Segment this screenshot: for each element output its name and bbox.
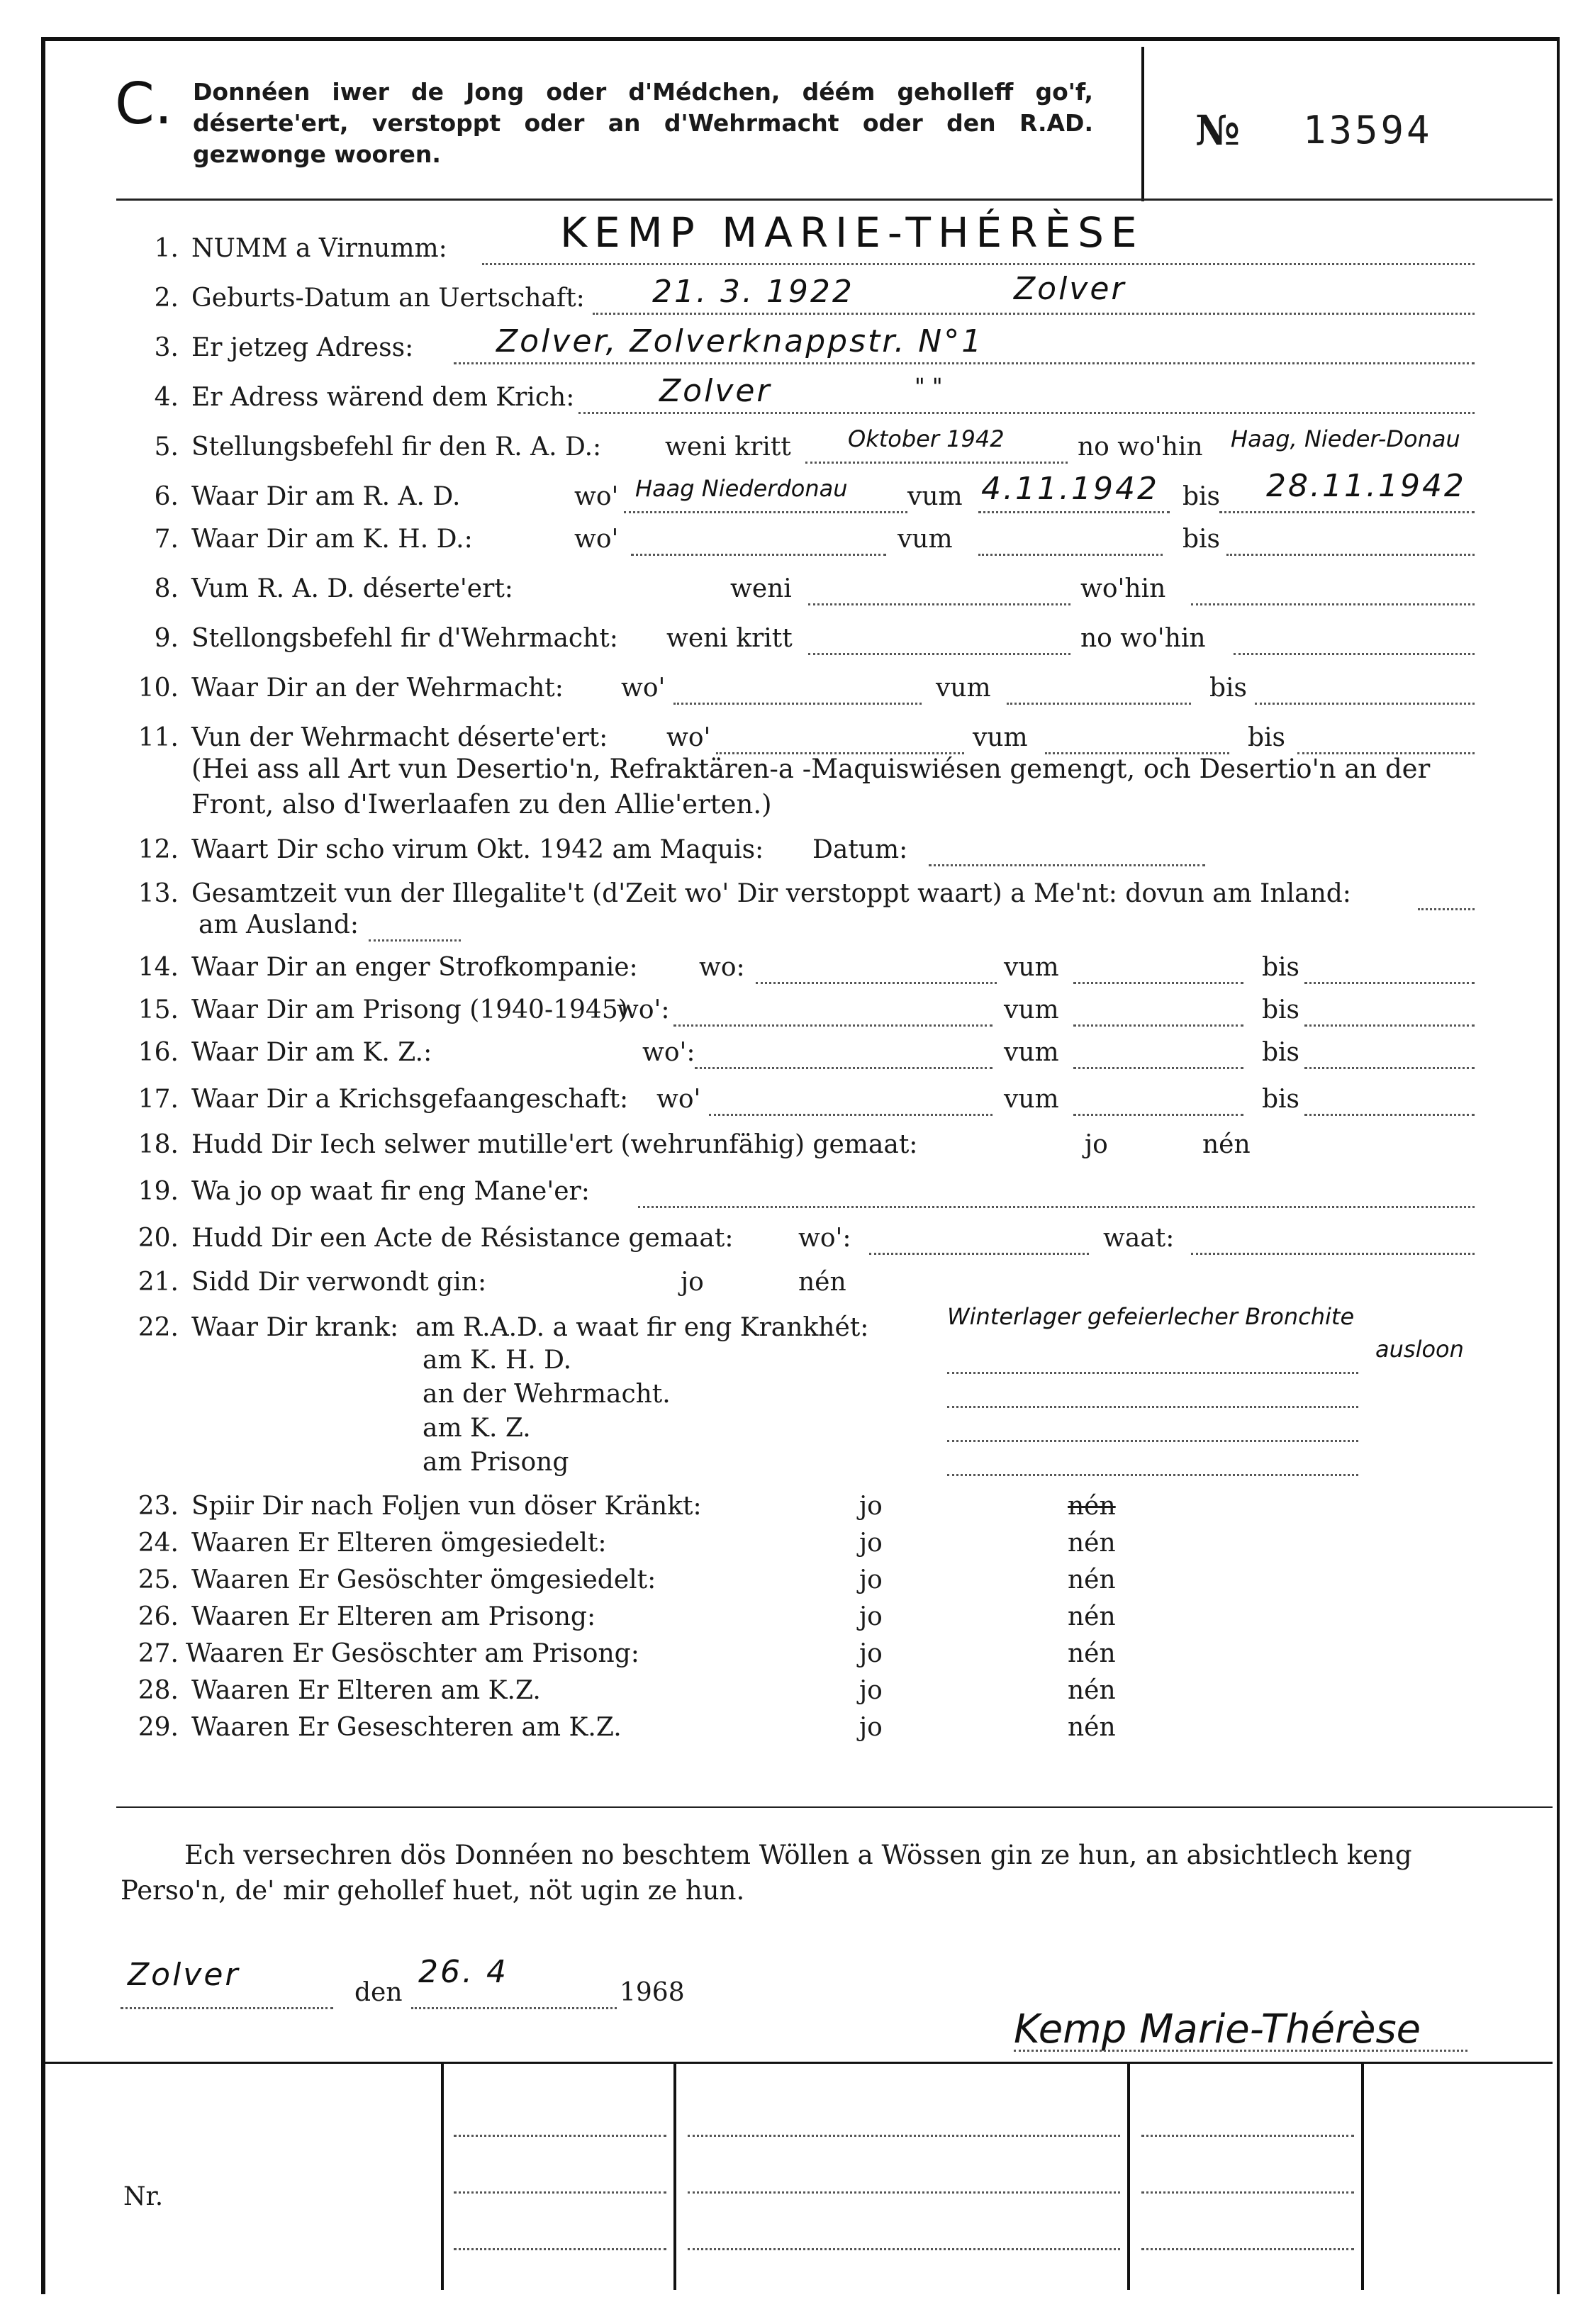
dotted-line (688, 2134, 1120, 2137)
dotted-line (454, 2134, 666, 2137)
sub-label: am Prisong (423, 1448, 569, 1477)
row-number: 22. (138, 1313, 179, 1342)
row-8 (0, 574, 1588, 610)
row-number: 9. (154, 624, 179, 653)
row-6 (0, 468, 1588, 518)
row-label: Waar Dir am R. A. D. (191, 482, 461, 511)
field-label: wo': (798, 1224, 851, 1253)
row-5 (0, 425, 1588, 468)
date-prefix: den (354, 1978, 403, 2007)
dotted-line (482, 262, 1475, 265)
row-24 (0, 1529, 1588, 1564)
grid-column-line (441, 2062, 444, 2290)
dotted-line (578, 411, 1475, 414)
form-frame (41, 37, 1560, 2294)
field-label: wo'hin (1080, 574, 1166, 603)
nr-row (0, 2182, 1588, 2218)
field-label: wo': (617, 995, 670, 1024)
dotted-line (1073, 1066, 1243, 1069)
dotted-line (695, 1066, 992, 1069)
section-rule (116, 1806, 1553, 1808)
row-number: 14. (138, 953, 179, 982)
row-number: 5. (154, 432, 179, 462)
field-label: bis (1182, 525, 1221, 554)
row-label: Vum R. A. D. déserte'ert: (191, 574, 513, 603)
row-10 (0, 674, 1588, 709)
handwritten-wartime-address: Zolver (659, 373, 772, 409)
row-22-kz (0, 1414, 1588, 1449)
row-28 (0, 1676, 1588, 1711)
option-yes: jo (1085, 1130, 1108, 1159)
dotted-line (1007, 702, 1191, 705)
row-label: Er jetzeg Adress: (191, 333, 414, 362)
dotted-line (673, 702, 922, 705)
row-number: 23. (138, 1492, 179, 1521)
option-no: nén (1202, 1130, 1251, 1159)
sub-label: am K. Z. (423, 1414, 531, 1443)
handwritten-address: Zolver, Zolverknappstr. N°1 (496, 323, 984, 359)
dotted-line (1073, 1024, 1243, 1027)
row-number: 29. (138, 1713, 179, 1742)
row-label: Hudd Dir een Acte de Résistance gemaat: (191, 1224, 734, 1253)
dotted-line (1073, 1113, 1243, 1116)
option-no: nén (798, 1268, 846, 1297)
dotted-line (1304, 1113, 1475, 1116)
dotted-line (631, 553, 886, 556)
row-27 (0, 1639, 1588, 1675)
dotted-line (638, 1205, 1475, 1208)
handwritten-date: 28.11.1942 (1266, 468, 1466, 504)
field-label: bis (1262, 1038, 1300, 1067)
option-no-struck: nén (1068, 1492, 1116, 1521)
row-2 (0, 271, 1588, 319)
option-no: nén (1068, 1565, 1116, 1594)
handwritten-place: Zolver (128, 1957, 240, 1993)
form-header-text: Donnéen iwer de Jong oder d'Médchen, déém geholleff go'f, déserte'ert, verstoppt oder an d'Wehrmacht oder den R.AD. gezwonge wooren. (193, 78, 1093, 168)
field-label: vum (898, 525, 953, 554)
row-18 (0, 1130, 1588, 1166)
option-yes: jo (859, 1639, 883, 1668)
row-13 (0, 879, 1588, 915)
row-label: Waar Dir am K. H. D.: (191, 525, 473, 554)
row-22-wehrmacht (0, 1380, 1588, 1415)
row-26 (0, 1602, 1588, 1638)
option-yes: jo (859, 1492, 883, 1521)
row-label: Waar Dir am K. Z.: (191, 1038, 432, 1067)
row-12 (0, 835, 1588, 871)
option-no: nén (1068, 1602, 1116, 1631)
field-label: vum (1004, 1038, 1059, 1067)
dotted-line (808, 652, 1070, 655)
dotted-line (805, 461, 1068, 464)
dotted-line (624, 510, 907, 513)
row-13-line2 (0, 910, 1588, 946)
row-number: 16. (138, 1038, 179, 1067)
row-number: 27. (138, 1639, 179, 1668)
row-label: Waar Dir krank: (191, 1313, 399, 1342)
row-label: NUMM a Virnumm: (191, 234, 447, 263)
dotted-line (869, 1252, 1089, 1255)
grid-column-line (1127, 2062, 1130, 2290)
sub-label: am K. H. D. (423, 1346, 572, 1375)
header-rule (116, 199, 1553, 201)
row-20 (0, 1224, 1588, 1259)
row-label: Sidd Dir verwondt gin: (191, 1268, 487, 1297)
row-label: Waar Dir an der Wehrmacht: (191, 674, 564, 703)
number-label: № (1195, 106, 1241, 155)
dotted-line (1226, 553, 1475, 556)
row-11-note: (Hei ass all Art vun Desertio'n, Refraktären-a -Maquiswiésen gemengt, och Desertio'n an der Front, also d'Iwerlaafen zu den Allie'erten.) (191, 754, 1431, 820)
row-21 (0, 1268, 1588, 1303)
field-label: vum (1004, 1085, 1059, 1114)
row-number: 18. (138, 1130, 179, 1159)
row-label: Waart Dir scho virum Okt. 1942 am Maquis: (191, 835, 764, 864)
row-label: Waaren Er Geseschteren am K.Z. (191, 1713, 622, 1742)
field-label: vum (1004, 953, 1059, 982)
row-number: 8. (154, 574, 179, 603)
dotted-line (808, 603, 1070, 605)
row-9 (0, 624, 1588, 659)
dotted-line (454, 2247, 666, 2250)
handwritten-place: Haag Niederdonau (635, 475, 848, 502)
option-yes: jo (859, 1529, 883, 1558)
row-label: Wa jo op waat fir eng Mane'er: (191, 1177, 590, 1206)
dotted-line (1219, 510, 1475, 513)
field-label: wo' (621, 674, 666, 703)
row-number: 4. (154, 383, 179, 412)
field-label: no wo'hin (1080, 624, 1206, 653)
row-label: Stellungsbefehl fir den R. A. D.: (191, 432, 602, 462)
field-label: vum (936, 674, 991, 703)
dotted-line (688, 2247, 1120, 2250)
row-label: Waaren Er Elteren ömgesiedelt: (191, 1529, 607, 1558)
row-label: Waaren Er Gesöschter ömgesiedelt: (191, 1565, 656, 1594)
row-25 (0, 1565, 1588, 1601)
row-7 (0, 525, 1588, 560)
dotted-line (947, 1473, 1358, 1476)
dotted-line (1304, 1024, 1475, 1027)
handwritten-date: 26. 4 (418, 1954, 508, 1990)
sub-label: am R.A.D. a waat fir eng Krankhét: (415, 1313, 869, 1342)
row-17 (0, 1085, 1588, 1120)
field-label: Datum: (812, 835, 908, 864)
row-number: 28. (138, 1676, 179, 1705)
field-label: bis (1262, 953, 1300, 982)
option-yes: jo (859, 1676, 883, 1705)
grid-column-line (1361, 2062, 1364, 2290)
field-label: vum (907, 482, 963, 511)
row-22-prisong (0, 1448, 1588, 1483)
option-yes: jo (859, 1565, 883, 1594)
dotted-line (1304, 981, 1475, 984)
row-19 (0, 1177, 1588, 1212)
row-29 (0, 1713, 1588, 1748)
dotted-line (593, 312, 1475, 315)
field-label: bis (1209, 674, 1248, 703)
field-label: am Ausland: (198, 910, 359, 939)
row-label: Stellongsbefehl fir d'Wehrmacht: (191, 624, 618, 653)
row-label: Spiir Dir nach Foljen vun döser Kränkt: (191, 1492, 702, 1521)
handwritten-date: 4.11.1942 (981, 471, 1159, 507)
field-label: bis (1262, 1085, 1300, 1114)
field-label: wo' (666, 723, 711, 752)
field-label: weni kritt (665, 432, 791, 462)
row-label: Waar Dir am Prisong (1940-1945) (191, 995, 628, 1024)
dotted-line (978, 510, 1170, 513)
bottom-grid (45, 2062, 1553, 2292)
row-label: Geburts-Datum an Uertschaft: (191, 284, 585, 313)
ditto-marks: " " (915, 373, 943, 400)
row-number: 25. (138, 1565, 179, 1594)
option-no: nén (1068, 1639, 1116, 1668)
field-label: wo': (642, 1038, 695, 1067)
row-label: Er Adress wärend dem Krich: (191, 383, 575, 412)
section-letter: C. (115, 71, 173, 137)
option-no: nén (1068, 1676, 1116, 1705)
row-number: 1. (154, 234, 179, 263)
header-divider (1141, 47, 1144, 201)
field-label: vum (973, 723, 1028, 752)
field-label: bis (1248, 723, 1286, 752)
dotted-line (947, 1439, 1358, 1442)
handwritten-date: 21. 3. 1922 (652, 274, 854, 310)
field-label: wo' (574, 482, 619, 511)
option-no: nén (1068, 1529, 1116, 1558)
signature: Kemp Marie-Thérèse (1014, 2006, 1421, 2052)
nr-label: Nr. (123, 2182, 164, 2211)
row-number: 10. (138, 674, 179, 703)
declaration: Ech versechren dös Donnéen no beschtem Wöllen a Wössen gin ze hun, an absichtlech keng Perso'n, de' mir gehollef huet, nöt ugin ze hun. (121, 1840, 1412, 1906)
field-label: weni (730, 574, 792, 603)
row-number: 2. (154, 284, 179, 313)
field-label: no wo'hin (1078, 432, 1203, 462)
row-number: 13. (138, 879, 179, 908)
dotted-line (1191, 1252, 1475, 1255)
dotted-line (929, 864, 1205, 866)
field-label: wo' (574, 525, 619, 554)
handwritten-place: Zolver (1014, 271, 1126, 307)
dotted-line (947, 1405, 1358, 1408)
field-label: weni kritt (666, 624, 793, 653)
handwritten-name: KEMP MARIE-THÉRÈSE (560, 208, 1144, 257)
option-no: nén (1068, 1713, 1116, 1742)
dotted-line (978, 553, 1163, 556)
row-label: Waar Dir an enger Strofkompanie: (191, 953, 638, 982)
row-1 (0, 208, 1588, 269)
row-label: Waaren Er Elteren am K.Z. (191, 1676, 541, 1705)
row-16 (0, 1038, 1588, 1073)
dotted-line (709, 1113, 992, 1116)
row-number: 12. (138, 835, 179, 864)
field-label: bis (1182, 482, 1221, 511)
row-number: 17. (138, 1085, 179, 1114)
dotted-line (1141, 2134, 1354, 2137)
row-22-khd (0, 1346, 1588, 1381)
row-label: Gesamtzeit vun der Illegalite't (d'Zeit wo' Dir verstoppt waart) a Me'nt: dovun am Inland: (191, 879, 1351, 908)
field-label: bis (1262, 995, 1300, 1024)
option-yes: jo (859, 1713, 883, 1742)
row-label: Waar Dir a Krichsgefaangeschaft: (191, 1085, 629, 1114)
dotted-line (454, 362, 1475, 364)
row-label: Vun der Wehrmacht déserte'ert: (191, 723, 608, 752)
dotted-line (1141, 2247, 1354, 2250)
sub-label: an der Wehrmacht. (423, 1380, 671, 1409)
option-yes: jo (859, 1602, 883, 1631)
handwritten-illness: Winterlager gefeierlecher Bronchite (947, 1303, 1355, 1330)
dotted-line (1234, 652, 1475, 655)
row-label: Waaren Er Gesöschter am Prisong: (186, 1639, 639, 1668)
handwritten-date: Oktober 1942 (848, 425, 1005, 452)
row-number: 20. (138, 1224, 179, 1253)
year: 1968 (620, 1978, 685, 2007)
signature-line (0, 2006, 1588, 2052)
row-23 (0, 1492, 1588, 1527)
field-label: wo: (699, 953, 745, 982)
row-label: Waaren Er Elteren am Prisong: (191, 1602, 596, 1631)
row-number: 15. (138, 995, 179, 1024)
handwritten-destination: Haag, Nieder-Donau (1231, 425, 1460, 452)
row-number: 3. (154, 333, 179, 362)
row-number: 19. (138, 1177, 179, 1206)
dotted-line (1304, 1066, 1475, 1069)
dotted-line (1191, 603, 1475, 605)
field-label: waat: (1103, 1224, 1175, 1253)
row-3 (0, 323, 1588, 369)
field-label: vum (1004, 995, 1059, 1024)
row-number: 26. (138, 1602, 179, 1631)
row-number: 24. (138, 1529, 179, 1558)
field-label: wo' (656, 1085, 701, 1114)
handwritten-illness-cont: ausloon (1375, 1336, 1464, 1363)
row-4 (0, 373, 1588, 418)
dotted-line (1014, 2049, 1467, 2052)
form-number: 13594 (1303, 108, 1433, 152)
row-number: 7. (154, 525, 179, 554)
row-15 (0, 995, 1588, 1031)
dotted-line (369, 939, 461, 942)
dotted-line (947, 1371, 1358, 1374)
dotted-line (1073, 981, 1243, 984)
row-number: 6. (154, 482, 179, 511)
dotted-line (673, 1024, 992, 1027)
row-number: 11. (138, 723, 179, 752)
row-number: 21. (138, 1268, 179, 1297)
option-yes: jo (681, 1268, 704, 1297)
row-14 (0, 953, 1588, 988)
grid-column-line (673, 2062, 676, 2290)
row-label: Hudd Dir Iech selwer mutille'ert (wehrunfähig) gemaat: (191, 1130, 918, 1159)
dotted-line (756, 981, 997, 984)
dotted-line (1255, 702, 1475, 705)
